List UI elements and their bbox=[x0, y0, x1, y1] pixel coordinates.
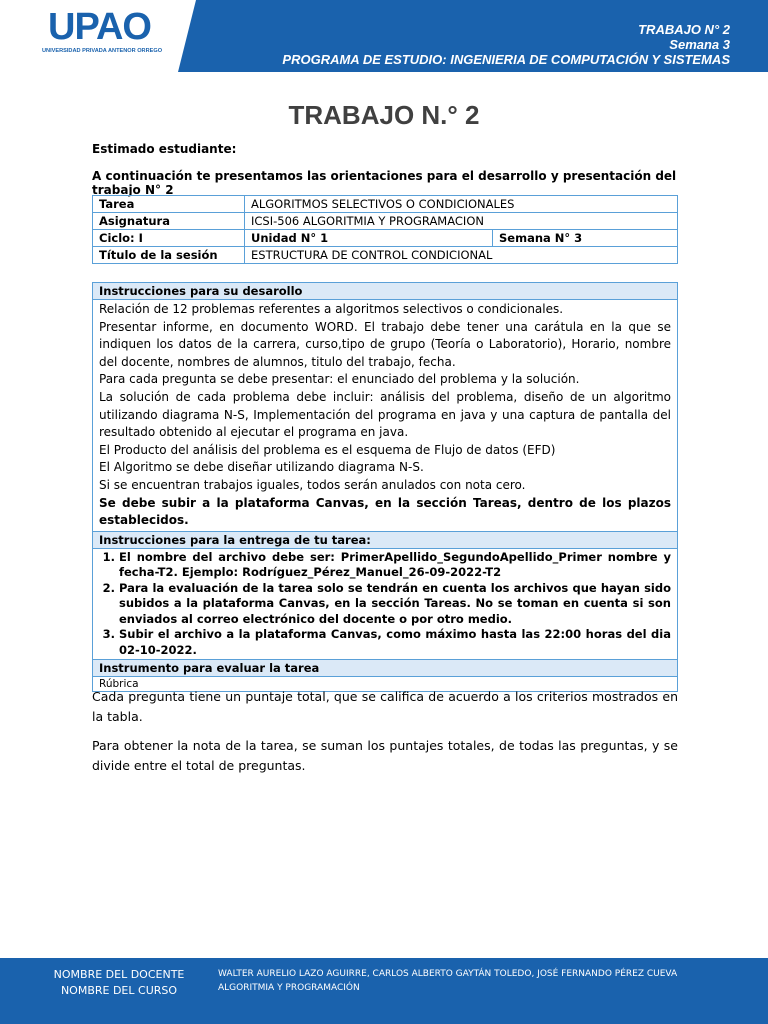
table-row bbox=[93, 660, 678, 677]
dev-line: Relación de 12 problemas referentes a algoritmos selectivos o condicionales. bbox=[99, 302, 564, 316]
info-table bbox=[92, 195, 678, 264]
paragraph-criteria: Cada pregunta tiene un puntaje total, que se califica de acuerdo a los criterios mostrados en la tabla. bbox=[92, 689, 678, 724]
list-item: 1. El nombre del archivo debe ser: PrimerApellido_SegundoApellido_Primer nombre y fecha-T2. Ejemplo: Rodríguez_Pérez_Manuel_26-09-2022-T2 bbox=[119, 550, 671, 581]
curso-value: ALGORITMIA Y PROGRAMACIÓN bbox=[218, 983, 360, 993]
table-row bbox=[93, 247, 678, 264]
titulo-value: ESTRUCTURA DE CONTROL CONDICIONAL bbox=[245, 247, 678, 264]
instructions-table bbox=[92, 282, 678, 692]
dev-line: El Producto del análisis del problema es el esquema de Flujo de datos (EFD) bbox=[99, 442, 556, 457]
table-row bbox=[93, 300, 678, 532]
dev-line: La solución de cada problema debe incluir: análisis del problema, diseño de un algoritmo utilizando diagrama N-S, Implementación del programa en java y una captura de pantalla del resultado obtenido al ejecutar el programa en java. bbox=[99, 389, 671, 440]
header-trabajo: TRABAJO N° 2 bbox=[638, 22, 730, 37]
table-row bbox=[93, 283, 678, 300]
semana-value: Semana N° 3 bbox=[493, 230, 678, 247]
eval-header: Instrumento para evaluar la tarea bbox=[93, 660, 678, 677]
logo-area bbox=[0, 0, 178, 72]
dev-line: El Algoritmo se debe diseñar utilizando diagrama N-S. bbox=[99, 460, 424, 475]
footer-labels bbox=[30, 967, 208, 999]
ciclo-label: Ciclo: I bbox=[93, 230, 245, 247]
asignatura-label: Asignatura bbox=[93, 213, 245, 230]
table-row bbox=[93, 196, 678, 213]
logo-divider bbox=[178, 0, 196, 72]
asignatura-value: ICSI-506 ALGORITMIA Y PROGRAMACION bbox=[245, 213, 678, 230]
table-row bbox=[93, 213, 678, 230]
dev-line: Si se encuentran trabajos iguales, todos serán anulados con nota cero. bbox=[99, 477, 526, 492]
dev-line: Para cada pregunta se debe presentar: el enunciado del problema y la solución. bbox=[99, 372, 580, 387]
table-row bbox=[93, 230, 678, 247]
delivery-header: Instrucciones para la entrega de tu tarea: bbox=[93, 531, 678, 548]
unidad-value: Unidad N° 1 bbox=[245, 230, 493, 247]
eval-value: Rúbrica bbox=[93, 677, 678, 692]
table-row bbox=[93, 548, 678, 660]
header-programa: PROGRAMA DE ESTUDIO: INGENIERIA DE COMPUTACIÓN Y SISTEMAS bbox=[282, 52, 730, 67]
header-info bbox=[282, 22, 730, 67]
table-row bbox=[93, 531, 678, 548]
tarea-value: ALGORITMOS SELECTIVOS O CONDICIONALES bbox=[245, 196, 678, 213]
delivery-list bbox=[99, 550, 671, 659]
upao-logo: UPAO bbox=[48, 6, 151, 48]
paragraph-nota: Para obtener la nota de la tarea, se suman los puntajes totales, de todas las preguntas, y se divide entre el total de preguntas. bbox=[92, 738, 678, 773]
list-item: 3. Subir el archivo a la plataforma Canvas, como máximo hasta las 22:00 horas del dia 02-10-2022. bbox=[119, 627, 671, 658]
footer-values bbox=[218, 967, 738, 995]
dev-body bbox=[93, 300, 678, 532]
intro-bold: A continuación te presentamos las orientaciones para el desarrollo y presentación del trabajo N° 2 bbox=[92, 169, 677, 197]
page-title: TRABAJO N.° 2 bbox=[288, 100, 480, 130]
list-item: 2. Para la evaluación de la tarea solo se tendrán en cuenta los archivos que hayan sido subidos a la plataforma Canvas, en la sección Tareas. No se toman en cuenta si son enviados al correo electrónico del docente o por otro medio. bbox=[119, 581, 671, 628]
titulo-label: Título de la sesión bbox=[93, 247, 245, 264]
dev-header: Instrucciones para su desarollo bbox=[93, 283, 678, 300]
logo-subtitle: UNIVERSIDAD PRIVADA ANTENOR ORREGO bbox=[42, 48, 163, 54]
page-footer bbox=[0, 958, 768, 1024]
dev-line-bold: Se debe subir a la plataforma Canvas, en la sección Tareas, dentro de los plazos establecidos. bbox=[99, 495, 671, 528]
dev-line: Presentar informe, en documento WORD. El trabajo debe tener una carátula en la que se indiquen los datos de la carrera, curso,tipo de grupo (Teoría o Laboratorio), Horario, nombre del docente, nombres de alumnos, titulo del trabajo, fecha. bbox=[99, 319, 671, 369]
header-semana: Semana 3 bbox=[669, 37, 730, 52]
docente-label: NOMBRE DEL DOCENTE bbox=[53, 968, 185, 981]
tarea-label: Tarea bbox=[93, 196, 245, 213]
delivery-body bbox=[93, 548, 678, 660]
curso-label: NOMBRE DEL CURSO bbox=[60, 984, 178, 997]
intro-text bbox=[92, 169, 678, 197]
greeting: Estimado estudiante: bbox=[92, 142, 237, 156]
page-header bbox=[0, 0, 768, 72]
docentes-value: WALTER AURELIO LAZO AGUIRRE, CARLOS ALBERTO GAYTÁN TOLEDO, JOSÉ FERNANDO PÉREZ CUEVA bbox=[218, 969, 678, 979]
